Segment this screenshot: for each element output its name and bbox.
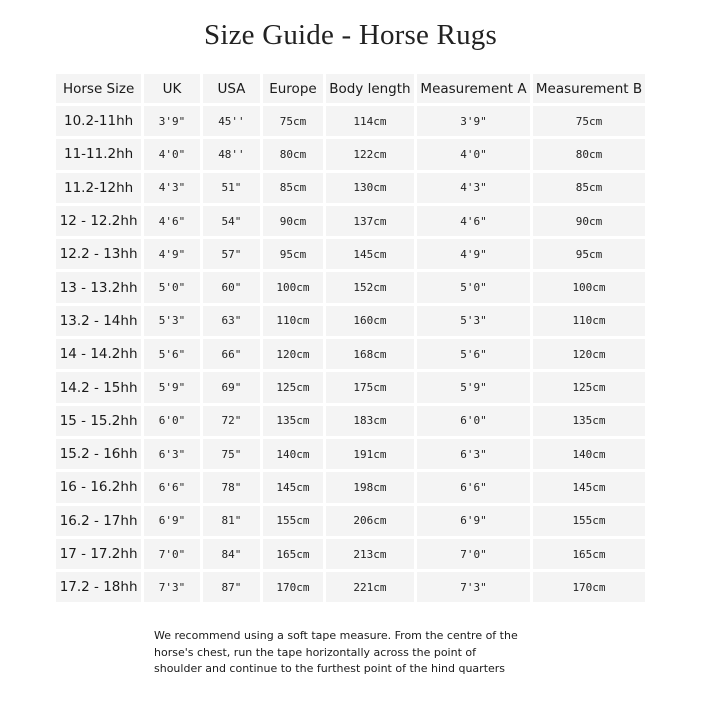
table-row	[56, 506, 645, 536]
cell-body-length: 145cm	[326, 239, 414, 269]
cell-uk: 4'3"	[144, 173, 199, 203]
cell-measurement-b: 95cm	[533, 239, 645, 269]
cell-usa: 72"	[203, 406, 261, 436]
cell-measurement-b: 110cm	[533, 306, 645, 336]
cell-body-length: 122cm	[326, 139, 414, 169]
table-row	[56, 572, 645, 602]
table-row	[56, 239, 645, 269]
cell-europe: 120cm	[263, 339, 323, 369]
cell-uk: 5'0"	[144, 272, 199, 302]
cell-measurement-a: 6'3"	[417, 439, 530, 469]
cell-body-length: 198cm	[326, 472, 414, 502]
size-guide-table	[53, 71, 648, 605]
cell-measurement-b: 170cm	[533, 572, 645, 602]
header-europe: Europe	[263, 74, 323, 103]
cell-uk: 6'6"	[144, 472, 199, 502]
cell-measurement-a: 5'9"	[417, 372, 530, 402]
cell-europe: 145cm	[263, 472, 323, 502]
cell-body-length: 152cm	[326, 272, 414, 302]
cell-europe: 75cm	[263, 106, 323, 136]
cell-measurement-b: 135cm	[533, 406, 645, 436]
cell-measurement-a: 4'6"	[417, 206, 530, 236]
cell-measurement-a: 6'6"	[417, 472, 530, 502]
cell-usa: 75"	[203, 439, 261, 469]
header-uk: UK	[144, 74, 199, 103]
cell-body-length: 221cm	[326, 572, 414, 602]
cell-measurement-b: 100cm	[533, 272, 645, 302]
cell-horse-size: 15.2 - 16hh	[56, 439, 141, 469]
cell-measurement-b: 90cm	[533, 206, 645, 236]
cell-europe: 85cm	[263, 173, 323, 203]
cell-usa: 81"	[203, 506, 261, 536]
cell-uk: 4'0"	[144, 139, 199, 169]
cell-europe: 110cm	[263, 306, 323, 336]
cell-usa: 84"	[203, 539, 261, 569]
header-horse-size: Horse Size	[56, 74, 141, 103]
cell-measurement-a: 4'3"	[417, 173, 530, 203]
cell-body-length: 168cm	[326, 339, 414, 369]
cell-measurement-b: 75cm	[533, 106, 645, 136]
cell-uk: 5'9"	[144, 372, 199, 402]
page-title: Size Guide - Horse Rugs	[204, 19, 497, 51]
cell-measurement-b: 140cm	[533, 439, 645, 469]
cell-usa: 60"	[203, 272, 261, 302]
cell-measurement-b: 145cm	[533, 472, 645, 502]
cell-measurement-a: 6'9"	[417, 506, 530, 536]
cell-horse-size: 12 - 12.2hh	[56, 206, 141, 236]
cell-europe: 80cm	[263, 139, 323, 169]
table-row	[56, 306, 645, 336]
table-row	[56, 106, 645, 136]
cell-europe: 140cm	[263, 439, 323, 469]
table-row	[56, 272, 645, 302]
table-row	[56, 139, 645, 169]
cell-measurement-a: 5'0"	[417, 272, 530, 302]
cell-usa: 78"	[203, 472, 261, 502]
cell-measurement-b: 165cm	[533, 539, 645, 569]
cell-body-length: 130cm	[326, 173, 414, 203]
table-row	[56, 339, 645, 369]
table-row	[56, 206, 645, 236]
cell-uk: 6'0"	[144, 406, 199, 436]
table-row	[56, 372, 645, 402]
cell-uk: 3'9"	[144, 106, 199, 136]
cell-measurement-a: 4'9"	[417, 239, 530, 269]
cell-europe: 125cm	[263, 372, 323, 402]
cell-usa: 48''	[203, 139, 261, 169]
cell-body-length: 114cm	[326, 106, 414, 136]
cell-usa: 69"	[203, 372, 261, 402]
measuring-instructions	[154, 628, 574, 678]
cell-horse-size: 17.2 - 18hh	[56, 572, 141, 602]
cell-uk: 5'6"	[144, 339, 199, 369]
cell-measurement-b: 120cm	[533, 339, 645, 369]
cell-usa: 87"	[203, 572, 261, 602]
cell-uk: 7'0"	[144, 539, 199, 569]
cell-europe: 165cm	[263, 539, 323, 569]
cell-usa: 63"	[203, 306, 261, 336]
cell-usa: 54"	[203, 206, 261, 236]
cell-body-length: 137cm	[326, 206, 414, 236]
instruction-line: horse's chest, run the tape horizontally across the point of	[154, 645, 476, 659]
cell-europe: 90cm	[263, 206, 323, 236]
header-measurement-b: Measurement B	[533, 74, 645, 103]
cell-horse-size: 11-11.2hh	[56, 139, 141, 169]
table-header-row	[56, 74, 645, 103]
cell-body-length: 183cm	[326, 406, 414, 436]
cell-uk: 6'9"	[144, 506, 199, 536]
instruction-line: We recommend using a soft tape measure. From the centre of the	[154, 629, 518, 642]
cell-measurement-a: 4'0"	[417, 139, 530, 169]
cell-usa: 45''	[203, 106, 261, 136]
cell-body-length: 206cm	[326, 506, 414, 536]
cell-horse-size: 11.2-12hh	[56, 173, 141, 203]
cell-uk: 6'3"	[144, 439, 199, 469]
cell-usa: 57"	[203, 239, 261, 269]
cell-europe: 100cm	[263, 272, 323, 302]
cell-horse-size: 10.2-11hh	[56, 106, 141, 136]
cell-measurement-b: 80cm	[533, 139, 645, 169]
cell-horse-size: 12.2 - 13hh	[56, 239, 141, 269]
cell-usa: 66"	[203, 339, 261, 369]
header-usa: USA	[203, 74, 261, 103]
cell-uk: 7'3"	[144, 572, 199, 602]
cell-measurement-b: 155cm	[533, 506, 645, 536]
cell-europe: 170cm	[263, 572, 323, 602]
cell-body-length: 175cm	[326, 372, 414, 402]
table-row	[56, 439, 645, 469]
instruction-line: shoulder and continue to the furthest point of the hind quarters	[154, 662, 506, 675]
cell-europe: 95cm	[263, 239, 323, 269]
cell-measurement-a: 7'3"	[417, 572, 530, 602]
cell-horse-size: 15 - 15.2hh	[56, 406, 141, 436]
cell-uk: 4'6"	[144, 206, 199, 236]
cell-measurement-b: 125cm	[533, 372, 645, 402]
cell-horse-size: 13.2 - 14hh	[56, 306, 141, 336]
cell-body-length: 213cm	[326, 539, 414, 569]
cell-horse-size: 17 - 17.2hh	[56, 539, 141, 569]
cell-measurement-a: 5'3"	[417, 306, 530, 336]
table-row	[56, 472, 645, 502]
table-row	[56, 173, 645, 203]
table-row	[56, 539, 645, 569]
header-body-length: Body length	[326, 74, 414, 103]
cell-europe: 135cm	[263, 406, 323, 436]
table-row	[56, 406, 645, 436]
cell-usa: 51"	[203, 173, 261, 203]
cell-measurement-a: 6'0"	[417, 406, 530, 436]
cell-europe: 155cm	[263, 506, 323, 536]
cell-body-length: 160cm	[326, 306, 414, 336]
cell-body-length: 191cm	[326, 439, 414, 469]
cell-horse-size: 14.2 - 15hh	[56, 372, 141, 402]
cell-measurement-a: 7'0"	[417, 539, 530, 569]
cell-measurement-b: 85cm	[533, 173, 645, 203]
cell-uk: 4'9"	[144, 239, 199, 269]
cell-horse-size: 13 - 13.2hh	[56, 272, 141, 302]
header-measurement-a: Measurement A	[417, 74, 530, 103]
cell-uk: 5'3"	[144, 306, 199, 336]
cell-horse-size: 16 - 16.2hh	[56, 472, 141, 502]
cell-horse-size: 16.2 - 17hh	[56, 506, 141, 536]
cell-measurement-a: 3'9"	[417, 106, 530, 136]
cell-horse-size: 14 - 14.2hh	[56, 339, 141, 369]
cell-measurement-a: 5'6"	[417, 339, 530, 369]
